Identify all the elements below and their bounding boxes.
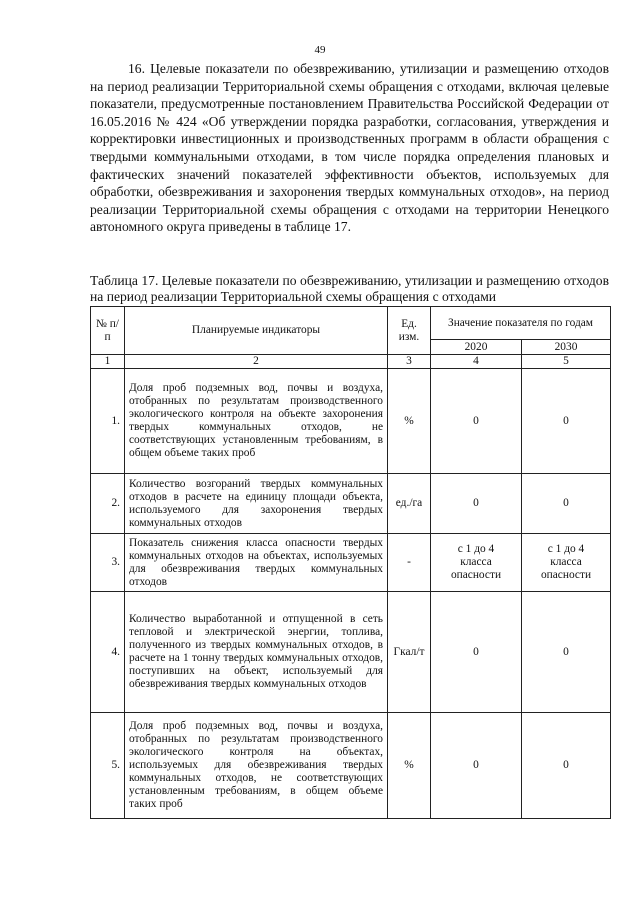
table-row [91,592,611,713]
intro-paragraph: 16. Целевые показатели по обезвреживанию, утилизации и размещению отходов на период реализации Территориальной схемы обращения с отходами, включая целевые показатели, предусмотренные постановлением Правительства Российской Федерации от 16.05.2016 № 424 «Об утверждении порядка разработки, согласования, утверждения и корректировки инвестиционных и производственных программ в области обращения с твердыми коммунальными отходами, в том числе порядка определения плановых и фактических значений показателей эффективности объектов, используемых для обработки, обезвреживания и захоронения твердых коммунальных отходов», на период реализации Территориальной схемы обращения с отходами на территории Ненецкого автономного округа приведены в таблице 17. [90,61,609,235]
value-line: опасности [450,569,502,581]
indicators-table [90,306,611,819]
row-unit: % [388,369,431,474]
row-num: 1. [91,369,125,474]
row-unit: ед./га [388,474,431,534]
column-number: 3 [388,355,431,369]
header-unit: Ед. изм. [388,307,431,355]
value-line: с 1 до 4 [457,543,495,555]
table-row [91,369,611,474]
column-number: 4 [431,355,522,369]
row-value-2030: 0 [522,474,611,534]
header-indicator: Планируемые индикаторы [125,307,388,355]
row-value-2020: 0 [431,592,522,713]
row-value-2030: 0 [522,369,611,474]
table-row [91,713,611,819]
row-indicator: Количество выработанной и отпущенной в сеть тепловой и электрической энергии, топлива, полученного из твердых коммунальных отходов, в расчете на 1 тонну твердых коммунальных отходов, поступивших на объект, используемый для обезвреживания твердых коммунальных отходов [125,592,388,713]
row-value-2030: 0 [522,713,611,819]
row-value-2020: 0 [431,474,522,534]
table-caption: Таблица 17. Целевые показатели по обезвреживанию, утилизации и размещению отходов на период реализации Территориальной схемы обращения с отходами [90,273,609,304]
row-indicator: Доля проб подземных вод, почвы и воздуха, отобранных по результатам производственного экологического контроля на объекте захоронения твердых коммунальных отходов, не соответствующих установленным требованиям, в общем объеме таких проб [125,369,388,474]
column-number: 5 [522,355,611,369]
column-number: 2 [125,355,388,369]
row-value-2020: 0 [431,369,522,474]
row-indicator: Доля проб подземных вод, почвы и воздуха, отобранных по результатам производственного экологического контроля на объектах, используемых для обезвреживания твердых коммунальных отходов, не соответствующих установленным требованиям, в общем объеме таких проб [125,713,388,819]
header-value-group: Значение показателя по годам [431,307,611,340]
table-row [91,474,611,534]
row-indicator: Показатель снижения класса опасности твердых коммунальных отходов на объектах, используемых для обезвреживания твердых коммунальных отходов [125,534,388,592]
header-year-2030: 2030 [522,340,611,355]
row-unit: - [388,534,431,592]
column-number: 1 [91,355,125,369]
page-number: 49 [314,44,326,56]
header-year-2020: 2020 [431,340,522,355]
table-row [91,534,611,592]
row-value-2030 [522,534,611,592]
value-line: опасности [540,569,592,581]
row-num: 5. [91,713,125,819]
row-indicator: Количество возгораний твердых коммунальных отходов в расчете на единицу площади объекта, используемого для захоронения твердых коммунальных отходов [125,474,388,534]
row-unit: % [388,713,431,819]
row-value-2020: 0 [431,713,522,819]
header-num: № п/п [91,307,125,355]
row-num: 4. [91,592,125,713]
row-num: 2. [91,474,125,534]
value-line: класса [460,556,492,568]
row-unit: Гкал/т [388,592,431,713]
value-line: с 1 до 4 [547,543,585,555]
row-value-2020 [431,534,522,592]
row-value-2030: 0 [522,592,611,713]
row-num: 3. [91,534,125,592]
value-line: класса [550,556,582,568]
